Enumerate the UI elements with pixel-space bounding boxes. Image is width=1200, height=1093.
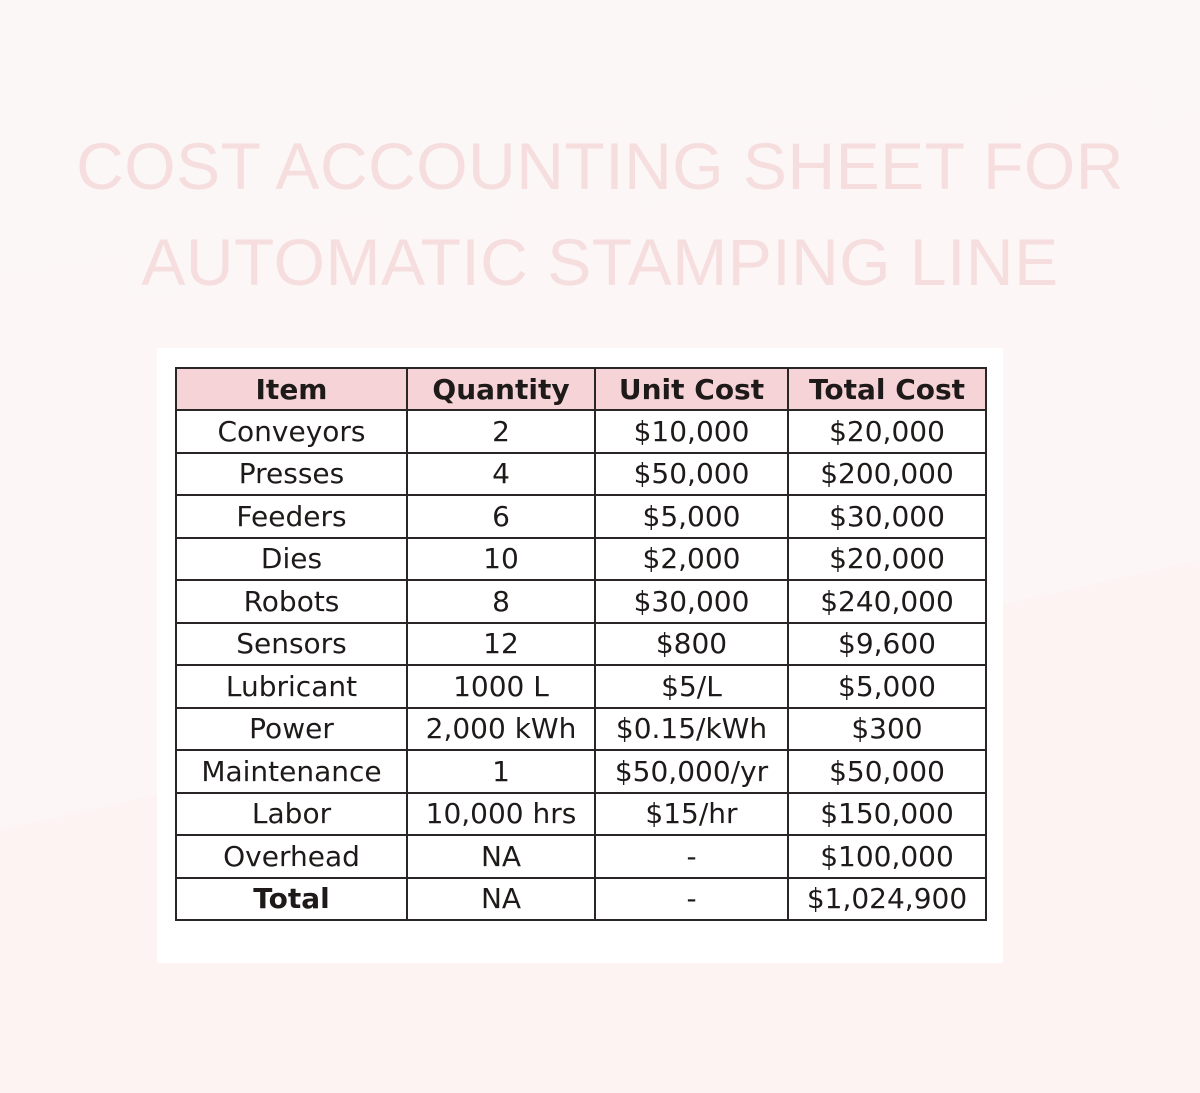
- cell-quantity: NA: [407, 835, 595, 878]
- cell-item: Power: [176, 708, 407, 751]
- cell-item: Sensors: [176, 623, 407, 666]
- total-unit-cost: -: [595, 878, 788, 921]
- cell-total-cost: $150,000: [788, 793, 986, 836]
- cell-unit-cost: $50,000: [595, 453, 788, 496]
- cell-total-cost: $240,000: [788, 580, 986, 623]
- cell-total-cost: $200,000: [788, 453, 986, 496]
- table-row: [176, 495, 986, 538]
- table-row: [176, 623, 986, 666]
- cell-item: Lubricant: [176, 665, 407, 708]
- title-line-1: COST ACCOUNTING SHEET FOR: [76, 129, 1124, 203]
- header-item: Item: [176, 368, 407, 410]
- table-row: [176, 835, 986, 878]
- cell-quantity: 2,000 kWh: [407, 708, 595, 751]
- cell-total-cost: $9,600: [788, 623, 986, 666]
- cell-quantity: 10,000 hrs: [407, 793, 595, 836]
- cell-item: Robots: [176, 580, 407, 623]
- cell-unit-cost: $15/hr: [595, 793, 788, 836]
- cell-item: Labor: [176, 793, 407, 836]
- cell-item: Conveyors: [176, 410, 407, 453]
- table-row: [176, 708, 986, 751]
- cell-quantity: 4: [407, 453, 595, 496]
- table-row: [176, 453, 986, 496]
- cell-item: Feeders: [176, 495, 407, 538]
- total-cost-value: $1,024,900: [788, 878, 986, 921]
- cell-quantity: 1000 L: [407, 665, 595, 708]
- cell-item: Overhead: [176, 835, 407, 878]
- cell-item: Presses: [176, 453, 407, 496]
- total-quantity: NA: [407, 878, 595, 921]
- cell-unit-cost: $5/L: [595, 665, 788, 708]
- cell-unit-cost: $10,000: [595, 410, 788, 453]
- cell-unit-cost: $0.15/kWh: [595, 708, 788, 751]
- cell-unit-cost: -: [595, 835, 788, 878]
- cell-quantity: 10: [407, 538, 595, 581]
- cell-quantity: 6: [407, 495, 595, 538]
- cell-quantity: 8: [407, 580, 595, 623]
- header-unit-cost: Unit Cost: [595, 368, 788, 410]
- cell-quantity: 2: [407, 410, 595, 453]
- cell-item: Dies: [176, 538, 407, 581]
- table-row: [176, 750, 986, 793]
- cell-unit-cost: $50,000/yr: [595, 750, 788, 793]
- cell-unit-cost: $2,000: [595, 538, 788, 581]
- cell-unit-cost: $30,000: [595, 580, 788, 623]
- cell-total-cost: $20,000: [788, 410, 986, 453]
- cell-total-cost: $100,000: [788, 835, 986, 878]
- total-label: Total: [176, 878, 407, 921]
- cell-unit-cost: $800: [595, 623, 788, 666]
- cell-total-cost: $5,000: [788, 665, 986, 708]
- page-title: [0, 118, 1200, 310]
- cell-quantity: 1: [407, 750, 595, 793]
- cell-unit-cost: $5,000: [595, 495, 788, 538]
- table-row: [176, 410, 986, 453]
- cell-quantity: 12: [407, 623, 595, 666]
- header-quantity: Quantity: [407, 368, 595, 410]
- table-row: [176, 580, 986, 623]
- cost-table: [175, 367, 987, 921]
- title-line-2: AUTOMATIC STAMPING LINE: [141, 225, 1059, 299]
- cell-total-cost: $50,000: [788, 750, 986, 793]
- cell-total-cost: $30,000: [788, 495, 986, 538]
- table-header-row: [176, 368, 986, 410]
- table-row: [176, 665, 986, 708]
- header-total-cost: Total Cost: [788, 368, 986, 410]
- cell-item: Maintenance: [176, 750, 407, 793]
- table-row: [176, 793, 986, 836]
- table-total-row: [176, 878, 986, 921]
- cell-total-cost: $20,000: [788, 538, 986, 581]
- table-row: [176, 538, 986, 581]
- cell-total-cost: $300: [788, 708, 986, 751]
